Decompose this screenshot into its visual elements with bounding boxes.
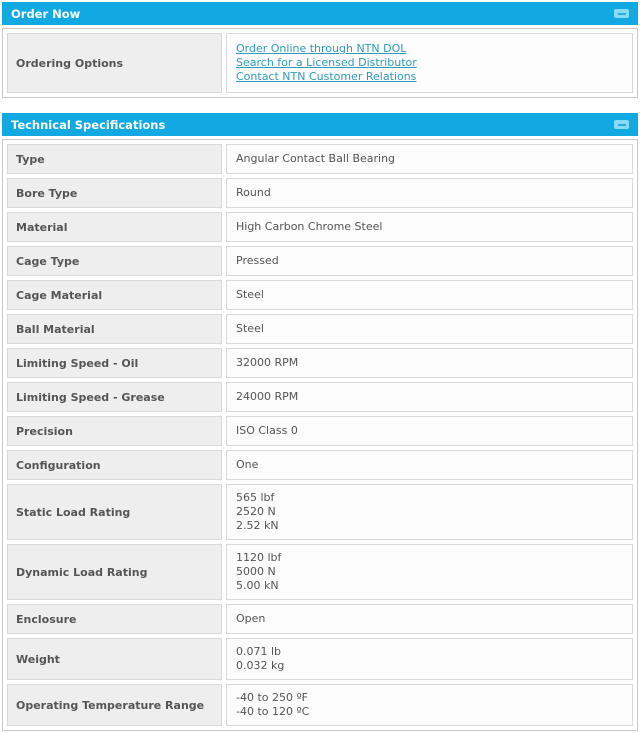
value-line: One: [236, 458, 259, 471]
section-gap: [2, 98, 638, 113]
value-line: 24000 RPM: [236, 390, 299, 403]
ordering-link[interactable]: Order Online through NTN DOL: [236, 42, 407, 55]
row-label: Ball Material: [7, 314, 222, 344]
section-title: Technical Specifications: [11, 117, 166, 132]
value-line: ISO Class 0: [236, 424, 298, 437]
collapse-button[interactable]: [614, 9, 629, 18]
row-value: [226, 484, 633, 540]
row-label: Enclosure: [7, 604, 222, 634]
row-value: [226, 450, 633, 480]
ordering-links: [226, 33, 633, 93]
ordering-link[interactable]: Search for a Licensed Distributor: [236, 56, 417, 69]
table-row: [7, 484, 633, 540]
table-row: [7, 314, 633, 344]
value-line: -40 to 250 ºF: [236, 691, 309, 704]
table-row: [7, 638, 633, 680]
table-row: [7, 450, 633, 480]
value-line: 32000 RPM: [236, 356, 299, 369]
row-label: Precision: [7, 416, 222, 446]
row-label: Static Load Rating: [7, 484, 222, 540]
table-row: [7, 144, 633, 174]
row-value: [226, 348, 633, 378]
table-row: [7, 416, 633, 446]
section-header-tech-specs[interactable]: [2, 113, 638, 136]
row-label: Weight: [7, 638, 222, 680]
value-line: 2520 N: [236, 505, 276, 518]
collapse-button[interactable]: [614, 120, 629, 129]
minus-icon: [618, 13, 626, 15]
row-value: [226, 604, 633, 634]
value-line: Steel: [236, 288, 264, 301]
value-line: Angular Contact Ball Bearing: [236, 152, 396, 165]
table-row: [7, 212, 633, 242]
row-value: [226, 416, 633, 446]
value-line: 5.00 kN: [236, 579, 279, 592]
row-value: [226, 382, 633, 412]
value-line: High Carbon Chrome Steel: [236, 220, 383, 233]
row-value: [226, 544, 633, 600]
row-label: Configuration: [7, 450, 222, 480]
row-label: Material: [7, 212, 222, 242]
table-row: [7, 684, 633, 726]
table-row: [7, 33, 633, 93]
value-line: Steel: [236, 322, 264, 335]
row-value: [226, 280, 633, 310]
value-line: 0.032 kg: [236, 659, 285, 672]
row-label: Bore Type: [7, 178, 222, 208]
row-label: Cage Type: [7, 246, 222, 276]
row-label: Operating Temperature Range: [7, 684, 222, 726]
section-title: Order Now: [11, 6, 81, 21]
row-value: [226, 144, 633, 174]
table-row: [7, 544, 633, 600]
minus-icon: [618, 124, 626, 126]
table-row: [7, 178, 633, 208]
value-line: 2.52 kN: [236, 519, 279, 532]
value-line: Round: [236, 186, 271, 199]
value-line: 565 lbf: [236, 491, 275, 504]
row-label: Cage Material: [7, 280, 222, 310]
value-line: 0.071 lb: [236, 645, 282, 658]
row-value: [226, 314, 633, 344]
section-header-order-now[interactable]: [2, 2, 638, 25]
row-value: [226, 178, 633, 208]
ordering-link[interactable]: Contact NTN Customer Relations: [236, 70, 417, 83]
value-line: 1120 lbf: [236, 551, 282, 564]
order-now-body: [2, 28, 638, 98]
table-row: [7, 280, 633, 310]
table-row: [7, 604, 633, 634]
value-line: -40 to 120 ºC: [236, 705, 310, 718]
row-label: Limiting Speed - Grease: [7, 382, 222, 412]
row-label: Dynamic Load Rating: [7, 544, 222, 600]
value-line: 5000 N: [236, 565, 276, 578]
table-row: [7, 246, 633, 276]
row-value: [226, 684, 633, 726]
row-label: Ordering Options: [7, 33, 222, 93]
tech-specs-body: [2, 139, 638, 731]
row-value: [226, 212, 633, 242]
value-line: Open: [236, 612, 266, 625]
row-value: [226, 638, 633, 680]
row-label: Limiting Speed - Oil: [7, 348, 222, 378]
row-label: Type: [7, 144, 222, 174]
value-line: Pressed: [236, 254, 279, 267]
row-value: [226, 246, 633, 276]
table-row: [7, 382, 633, 412]
table-row: [7, 348, 633, 378]
